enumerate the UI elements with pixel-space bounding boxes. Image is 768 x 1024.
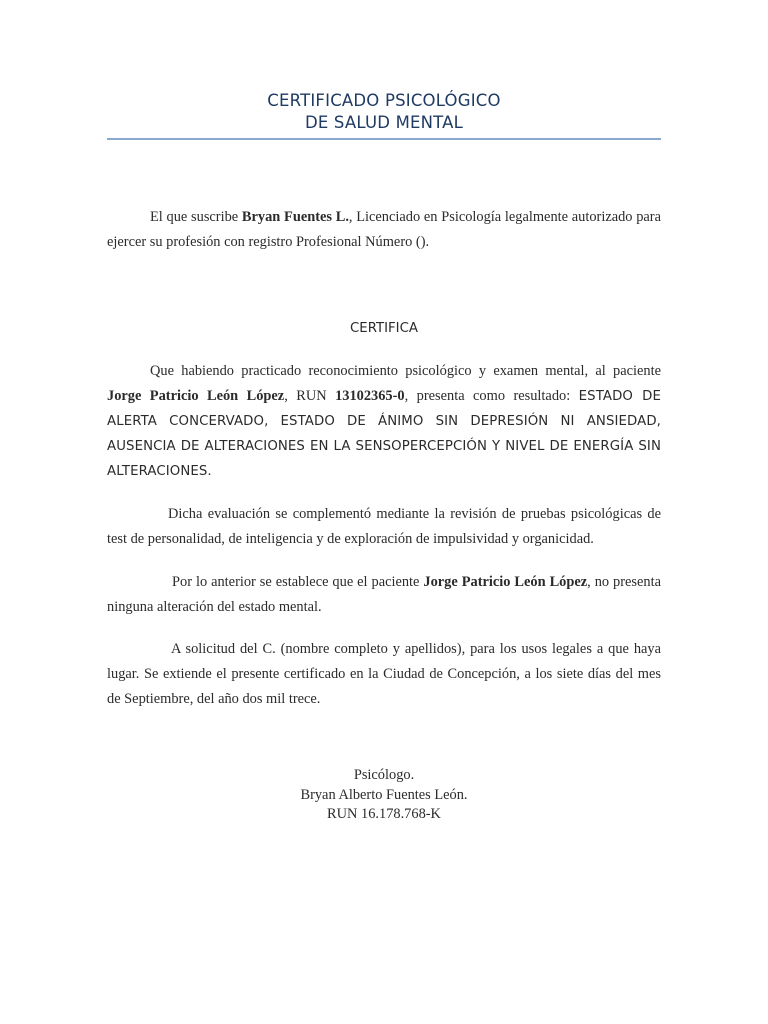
signer-name-bold: Bryan Fuentes L. bbox=[241, 209, 349, 225]
conclusion-paragraph bbox=[107, 570, 661, 620]
signature-block bbox=[107, 766, 661, 825]
certifica-heading: CERTIFICA bbox=[350, 321, 418, 336]
conclusion-text-2: , no presenta ninguna alteración del estado mental. bbox=[107, 574, 661, 615]
result-findings: ESTADO DE ALERTA CONCERVADO, ESTADO DE ÁNIMO SIN DEPRESIÓN NI ANSIEDAD, AUSENCIA DE ALTERACIONES EN LA SENSOPERCEPCIÓN Y NIVEL DE ENERGÍA SIN ALTERACIONES. bbox=[107, 389, 661, 479]
signature-role: Psicólogo. bbox=[353, 767, 415, 783]
document-title bbox=[107, 90, 661, 134]
signature-name: Bryan Alberto Fuentes León. bbox=[300, 786, 468, 803]
conclusion-text-1: Por lo anterior se establece que el paciente bbox=[172, 574, 424, 590]
certificate-page bbox=[107, 0, 661, 1024]
title-line-2: DE SALUD MENTAL bbox=[304, 113, 464, 132]
request-paragraph: A solicitud del C. (nombre completo y apellidos), para los usos legales a que haya lugar. Se extiende el presente certificado en la Ciudad de Concepción, a los siete días del mes de Septiembre, del año dos mil trece. bbox=[107, 641, 661, 707]
result-text-3: , presenta como resultado: bbox=[404, 388, 579, 404]
result-text-2: , RUN bbox=[284, 388, 336, 404]
title-line-1: CERTIFICADO PSICOLÓGICO bbox=[267, 91, 501, 110]
result-paragraph bbox=[107, 359, 661, 484]
result-text-1: Que habiendo practicado reconocimiento psicológico y examen mental, al paciente bbox=[150, 363, 661, 379]
intro-text-1: El que suscribe bbox=[150, 209, 242, 225]
title-underline-rule bbox=[107, 138, 661, 140]
evaluation-paragraph: Dicha evaluación se complementó mediante la revisión de pruebas psicológicas de test de personalidad, de inteligencia y de exploración de impulsividad y organicidad. bbox=[107, 506, 661, 547]
conclusion-patient-name-bold: Jorge Patricio León López bbox=[423, 574, 588, 590]
intro-text-2: , Licenciado en Psicología legalmente autorizado para ejercer su profesión con registro Profesional Número (). bbox=[107, 209, 661, 250]
patient-run-bold: 13102365-0 bbox=[335, 388, 405, 404]
signature-run: RUN 16.178.768-K bbox=[327, 806, 441, 822]
intro-paragraph bbox=[107, 205, 661, 255]
patient-name-bold: Jorge Patricio León López bbox=[107, 388, 285, 404]
